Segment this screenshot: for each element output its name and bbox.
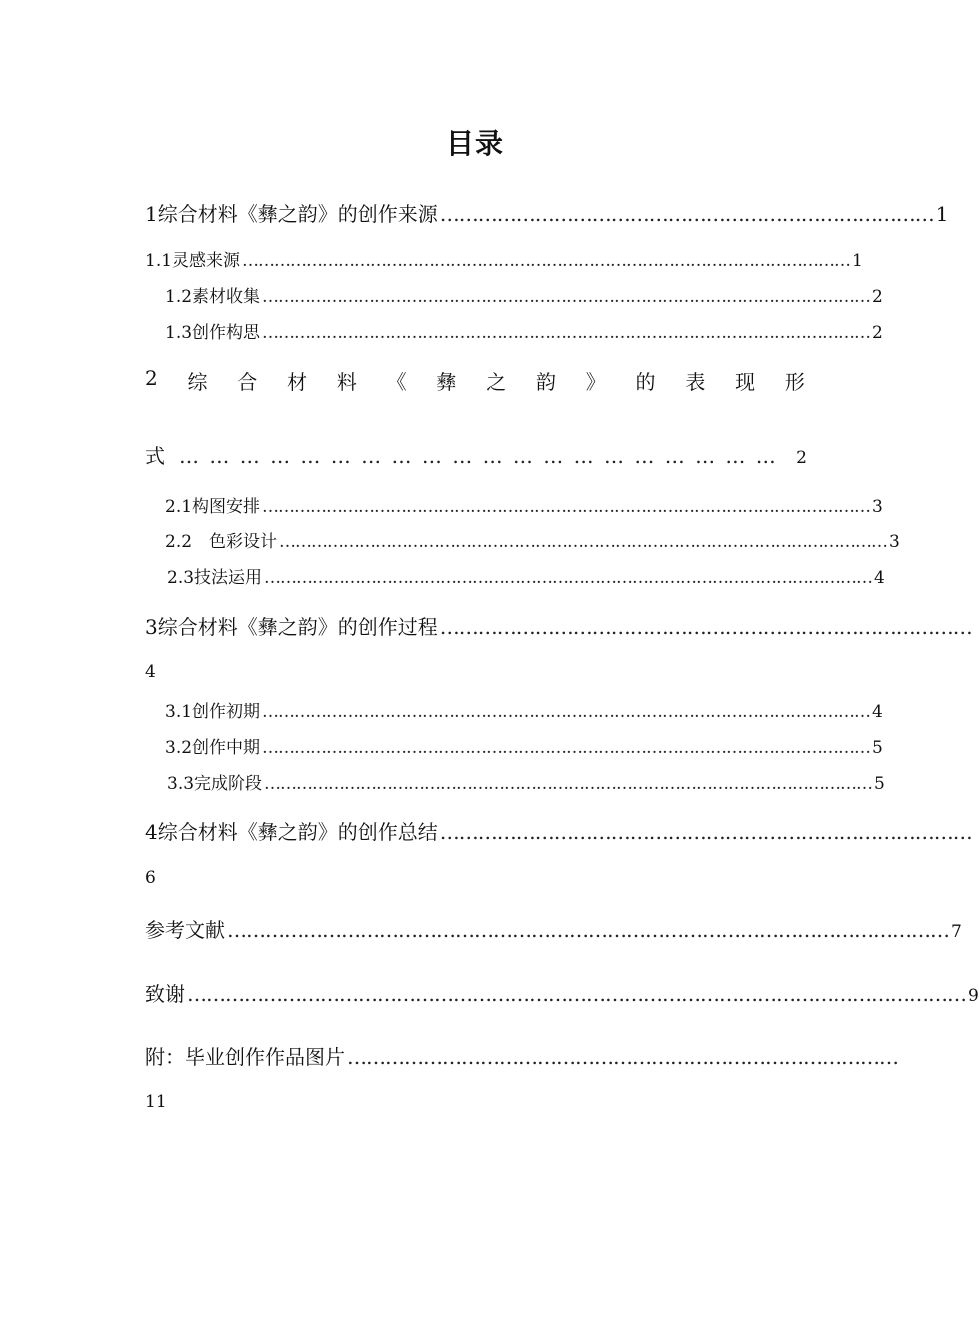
toc-entry-2-2[interactable]	[165, 527, 900, 552]
toc-entry-2-3[interactable]	[167, 563, 885, 588]
dot-leader: ……………………………………………………………………………………………………	[262, 323, 871, 343]
dot-leader: ……………………………………………………………………………………………………	[264, 774, 873, 794]
heading-char: 综	[187, 370, 208, 394]
page-number: 4	[145, 662, 156, 682]
toc-title: 目录	[445, 127, 504, 160]
dot-leader: ……………………………………………………………………………………………………	[262, 738, 871, 758]
page-number: 2	[872, 323, 883, 343]
toc-entry-text: 3.2创作中期	[165, 738, 261, 758]
toc-entry-acknowledgements[interactable]	[145, 978, 979, 1007]
page-number: 2	[796, 448, 807, 468]
heading-char: 彝	[436, 370, 457, 394]
toc-entry-1-3[interactable]	[165, 318, 883, 343]
heading-char: 之	[486, 370, 507, 394]
heading-char: 韵	[535, 370, 556, 394]
page-number: 1	[935, 202, 949, 226]
page-number: 3	[889, 532, 900, 552]
toc-entry-text: 附：毕业创作作品图片	[145, 1045, 345, 1069]
page-number: 1	[852, 251, 863, 271]
toc-entry-3-1[interactable]	[165, 697, 883, 722]
heading-char: 料	[336, 370, 357, 394]
dot-leader: …………………………………………………………………………	[439, 615, 972, 639]
toc-entry-text: 2.1构图安排	[165, 497, 261, 517]
toc-entry-text: 1综合材料《彝之韵》的创作来源	[145, 202, 438, 226]
heading-char: 表	[685, 370, 706, 394]
dot-leader: … … … … … … … … … … … … … … … … … … … …	[179, 444, 778, 468]
toc-entry-4[interactable]	[145, 816, 972, 845]
toc-entry-text: 致谢	[145, 982, 185, 1006]
toc-entry-appendix[interactable]	[145, 1041, 898, 1070]
dot-leader: ……………………………………………………………………………………………………	[262, 497, 871, 517]
toc-entry-text: 3.3完成阶段	[167, 774, 263, 794]
toc-entry-references[interactable]	[145, 914, 962, 943]
dot-leader: …………………………………………………………………………	[439, 820, 972, 844]
page-number: 7	[951, 922, 962, 942]
toc-entry-text: 1.3创作构思	[165, 323, 261, 343]
toc-entry-text: 3.1创作初期	[165, 702, 261, 722]
dot-leader: ……………………………………………………………………	[439, 202, 934, 226]
toc-entry-text: 2.3技法运用	[167, 568, 263, 588]
toc-entry-text: 参考文献	[145, 918, 225, 942]
dot-leader: ……………………………………………………………………………………………………	[279, 532, 888, 552]
dot-leader: ……………………………………………………………………………………………………………	[187, 982, 966, 1006]
toc-entry-3[interactable]	[145, 611, 972, 640]
page-number: 4	[872, 702, 883, 722]
dot-leader: ……………………………………………………………………………………………………	[262, 702, 871, 722]
heading-char: 的	[635, 370, 656, 394]
page-number: 6	[145, 868, 156, 888]
page-number: 5	[872, 738, 883, 758]
toc-entry-text: 1.1灵感来源	[145, 251, 241, 271]
toc-entry-1-1[interactable]	[145, 246, 863, 271]
toc-entry-2-1[interactable]	[165, 492, 883, 517]
heading-char: 》	[585, 370, 606, 394]
dot-leader: ……………………………………………………………………………………………………	[264, 568, 873, 588]
toc-entry-text: 式	[145, 444, 165, 468]
toc-entry-2-heading[interactable]	[145, 366, 805, 395]
dot-leader: ……………………………………………………………………………………………………	[227, 918, 949, 942]
toc-entry-text: 1.2素材收集	[165, 287, 261, 307]
toc-entry-text: 4综合材料《彝之韵》的创作总结	[145, 820, 438, 844]
page-number: 9	[968, 986, 979, 1006]
heading-char: 材	[287, 370, 308, 394]
heading-char: 《	[386, 370, 407, 394]
toc-entry-text: 3综合材料《彝之韵》的创作过程	[145, 615, 438, 639]
dot-leader: ……………………………………………………………………………	[347, 1045, 898, 1069]
dot-leader: ……………………………………………………………………………………………………	[262, 287, 871, 307]
toc-entry-1-2[interactable]	[165, 282, 883, 307]
heading-char: 2	[145, 366, 158, 390]
heading-char: 形	[784, 370, 805, 394]
toc-entry-3-3[interactable]	[167, 769, 885, 794]
toc-entry-text: 2.2 色彩设计	[165, 532, 278, 552]
dot-leader: ……………………………………………………………………………………………………	[242, 251, 851, 271]
heading-char: 合	[237, 370, 258, 394]
page-number: 3	[872, 497, 883, 517]
page-number: 5	[874, 774, 885, 794]
page-number: 4	[874, 568, 885, 588]
page-number: 2	[872, 287, 883, 307]
toc-entry-1[interactable]	[145, 198, 949, 227]
toc-entry-2-tail[interactable]	[145, 440, 807, 469]
heading-char: 现	[735, 370, 756, 394]
page-number: 11	[145, 1092, 167, 1112]
toc-entry-3-2[interactable]	[165, 733, 883, 758]
